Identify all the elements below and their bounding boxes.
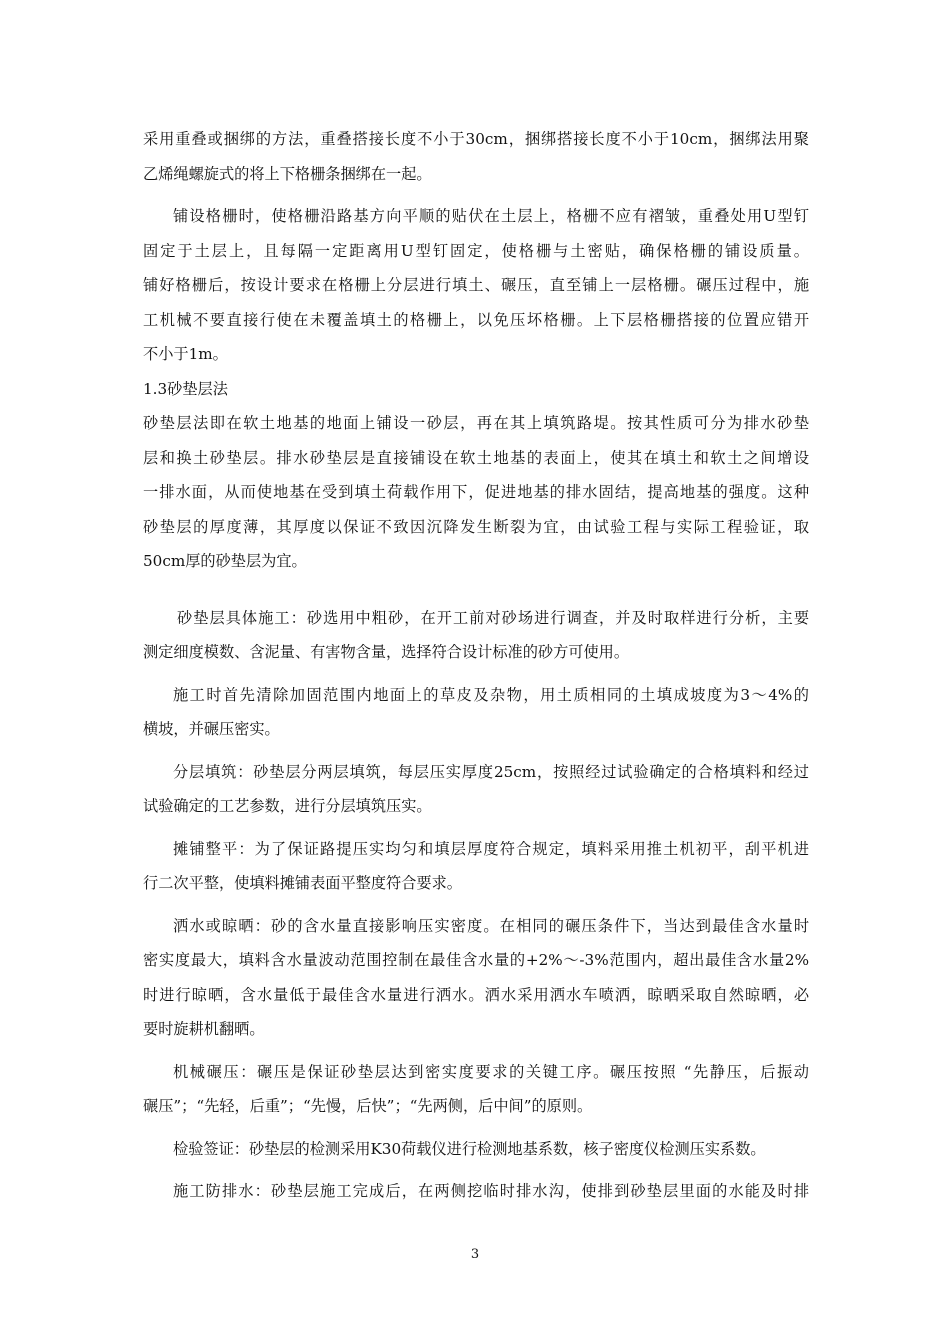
text-line: 工机械不要直接行使在未覆盖填土的格栅上，以免压坏格栅。上下层格栅搭接的位置应错开 (143, 310, 809, 329)
paragraph (143, 122, 809, 191)
text-line: 砂垫层法即在软土地基的地面上铺设一砂层，再在其上填筑路堤。按其性质可分为排水砂垫 (143, 414, 809, 432)
paragraph (143, 406, 809, 579)
text-line: 砂垫层的厚度薄，其厚度以保证不致因沉降发生断裂为宜，由试验工程与实际工程验证，取 (143, 517, 809, 536)
text-line: 施工防排水：砂垫层施工完成后，在两侧挖临时排水沟，使排到砂垫层里面的水能及时排 (173, 1182, 809, 1200)
text-line: 测定细度模数、含泥量、有害物含量，选择符合设计标准的砂方可使用。 (143, 643, 629, 661)
text-line: 试验确定的工艺参数，进行分层填筑压实。 (143, 797, 432, 815)
text-line: 层和换土砂垫层。排水砂垫层是直接铺设在软土地基的表面上，使其在填土和软土之间增设 (143, 448, 809, 467)
text-line: 碾压”；“先轻，后重”；“先慢，后快”；“先两侧，后中间”的原则。 (143, 1097, 593, 1115)
text-line: 密实度最大，填料含水量波动范围控制在最佳含水量的+2%～-3%范围内，超出最佳含水量2% (143, 951, 809, 969)
document-body (143, 122, 809, 1209)
text-line: 要时旋耕机翻晒。 (143, 1020, 265, 1038)
text-line: 铺设格栅时，使格栅沿路基方向平顺的贴伏在土层上，格栅不应有褶皱，重叠处用U型钉 (173, 207, 809, 225)
paragraph (143, 1174, 809, 1209)
text-line: 摊铺整平：为了保证路提压实均匀和填层厚度符合规定，填料采用推土机初平，刮平机进 (173, 839, 809, 858)
text-line: 洒水或晾晒：砂的含水量直接影响压实密度。在相同的碾压条件下，当达到最佳含水量时 (173, 916, 809, 935)
text-line: 分层填筑：砂垫层分两层填筑，每层压实厚度25cm，按照经过试验确定的合格填料和经过 (173, 762, 809, 781)
text-line: 行二次平整，使填料摊铺表面平整度符合要求。 (143, 874, 462, 892)
paragraph (143, 678, 809, 747)
section-heading (143, 372, 809, 407)
text-line: 施工时首先清除加固范围内地面上的草皮及杂物，用土质相同的土填成坡度为3～4%的 (173, 685, 809, 704)
text-line: 砂垫层具体施工：砂选用中粗砂，在开工前对砂场进行调查，并及时取样进行分析，主要 (177, 608, 809, 627)
paragraph (143, 1055, 809, 1124)
text-line: 铺好格栅后，按设计要求在格栅上分层进行填土、碾压，直至铺上一层格栅。碾压过程中，施 (143, 276, 809, 294)
heading-text: 1.3砂垫层法 (143, 379, 228, 398)
paragraph (143, 1132, 809, 1167)
paragraph (143, 199, 809, 372)
text-line: 检验签证：砂垫层的检测采用K30荷载仪进行检测地基系数，核子密度仪检测压实系数。 (173, 1139, 766, 1158)
text-line: 乙烯绳螺旋式的将上下格栅条捆绑在一起。 (143, 164, 432, 183)
paragraph (143, 832, 809, 901)
text-line: 机械碾压：碾压是保证砂垫层达到密实度要求的关键工序。碾压按照 “先静压，后振动 (173, 1062, 809, 1081)
paragraph (143, 909, 809, 1047)
page-number: 3 (470, 1247, 480, 1262)
text-line: 时进行晾晒，含水量低于最佳含水量进行洒水。洒水采用洒水车喷洒，晾晒采取自然晾晒，必 (143, 985, 809, 1004)
text-line: 固定于土层上，且每隔一定距离用U型钉固定，使格栅与土密贴，确保格栅的铺设质量。 (143, 241, 809, 260)
text-line: 采用重叠或捆绑的方法，重叠搭接长度不小于30cm，捆绑搭接长度不小于10cm，捆绑法用聚 (143, 130, 809, 148)
paragraph (143, 601, 809, 670)
text-line: 50cm厚的砂垫层为宜。 (143, 552, 307, 570)
text-line: 不小于1m。 (143, 345, 228, 363)
text-line: 一排水面，从而使地基在受到填土荷载作用下，促进地基的排水固结，提高地基的强度。这种 (143, 483, 809, 501)
text-line: 横坡，并碾压密实。 (143, 720, 280, 738)
paragraph (143, 755, 809, 824)
